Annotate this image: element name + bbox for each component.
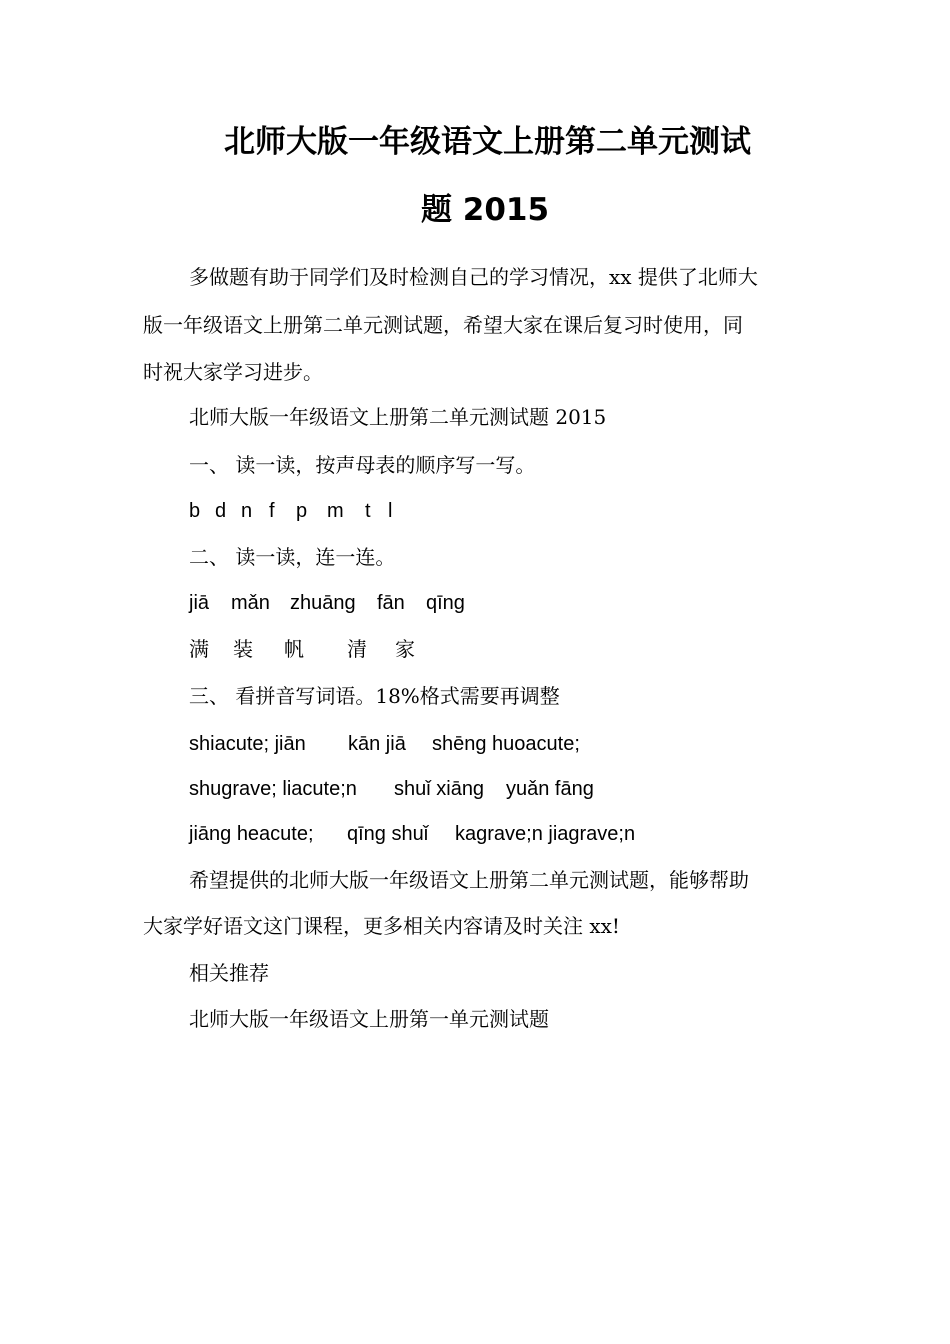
question-3-heading: 三、 看拼音写词语。18%格式需要再调整: [189, 684, 560, 708]
character: 满: [189, 637, 209, 661]
pinyin-word: qīng: [426, 592, 465, 614]
document-subtitle: 北师大版一年级语文上册第二单元测试题 2015: [189, 405, 607, 429]
pinyin-word: yuǎn fāng: [506, 778, 594, 800]
character: 装: [233, 637, 253, 661]
pinyin-word: jiāng heacute;: [189, 823, 314, 845]
character: 帆: [284, 637, 304, 661]
pinyin-word: shiacute; jiān: [189, 733, 306, 755]
document-title-line1: 北师大版一年级语文上册第二单元测试: [224, 124, 751, 160]
question-2-heading: 二、 读一读，连一连。: [189, 545, 396, 569]
related-heading: 相关推荐: [189, 961, 269, 985]
document-title-line2: 题 2015: [421, 192, 550, 228]
pinyin-word: shēng huoacute;: [432, 733, 580, 755]
letter: l: [388, 500, 393, 522]
letter: d: [215, 500, 227, 522]
pinyin-word: shugrave; liacute;n: [189, 778, 357, 800]
pinyin-word: qīng shuǐ: [347, 823, 429, 845]
letter: b: [189, 500, 201, 522]
intro-line-2: 版一年级语文上册第二单元测试题，希望大家在课后复习时使用，同: [143, 313, 743, 337]
closing-line-2: 大家学好语文这门课程，更多相关内容请及时关注 xx!: [143, 914, 620, 938]
letter: n: [241, 500, 253, 522]
pinyin-word: kagrave;n jiagrave;n: [455, 823, 636, 845]
pinyin-word: kān jiā: [348, 733, 406, 755]
pinyin-word: fān: [377, 592, 405, 614]
character: 家: [395, 637, 415, 661]
pinyin-word: jiā: [189, 592, 210, 614]
letter: f: [269, 500, 275, 522]
pinyin-word: zhuāng: [290, 592, 356, 614]
pinyin-word: shuǐ xiāng: [394, 778, 485, 800]
intro-line-1: 多做题有助于同学们及时检测自己的学习情况，xx 提供了北师大: [189, 265, 758, 289]
letter: t: [365, 500, 371, 522]
letter: m: [327, 500, 344, 522]
character: 清: [347, 637, 367, 661]
letter: p: [296, 500, 308, 522]
closing-line-1: 希望提供的北师大版一年级语文上册第二单元测试题，能够帮助: [189, 868, 749, 892]
related-link[interactable]: 北师大版一年级语文上册第一单元测试题: [189, 1007, 549, 1031]
intro-line-3: 时祝大家学习进步。: [143, 360, 323, 384]
pinyin-word: mǎn: [231, 592, 270, 614]
question-1-heading: 一、 读一读，按声母表的顺序写一写。: [189, 453, 536, 477]
